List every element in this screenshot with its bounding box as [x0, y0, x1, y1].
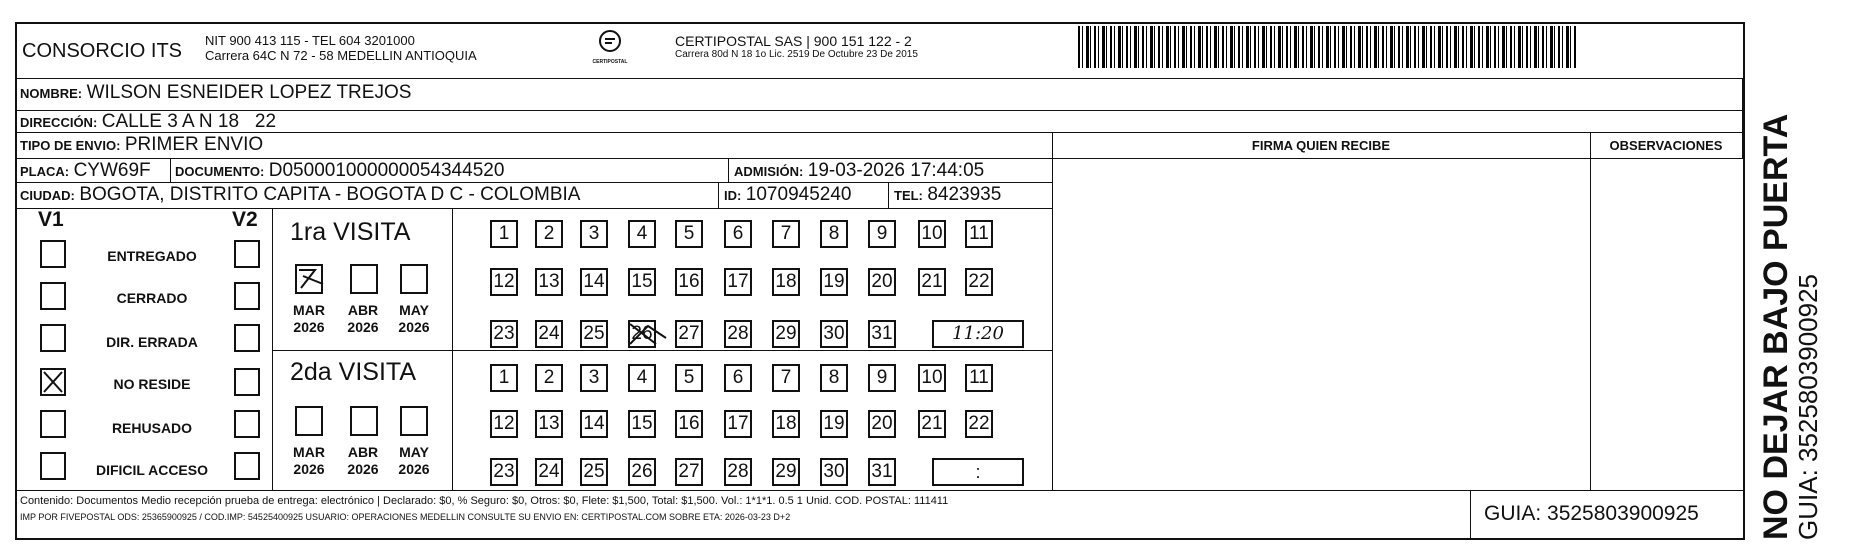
placa-value: CYW69F — [73, 160, 151, 181]
admision-row — [734, 160, 984, 182]
visit1-day-8[interactable]: 8 — [820, 220, 848, 248]
visit2-month-mar-box[interactable] — [295, 406, 323, 436]
documento-value: D050001000000054344520 — [268, 160, 505, 181]
placa-label: PLACA: — [20, 164, 70, 179]
side-warning: NO DEJAR BAJO PUERTA — [1757, 113, 1795, 540]
direccion-row — [20, 111, 276, 133]
documento-row — [175, 160, 504, 182]
company-address: Carrera 64C N 72 - 58 MEDELLIN ANTIOQUIA — [205, 48, 477, 63]
visit1-day-9[interactable]: 9 — [868, 220, 896, 248]
company-nit: NIT 900 413 115 - TEL 604 3201000 — [205, 33, 415, 48]
id-value: 1070945240 — [745, 184, 852, 205]
visit2-day-16[interactable]: 16 — [675, 410, 703, 438]
v1-entregado-checkbox[interactable] — [40, 240, 66, 268]
visit2-day-24[interactable]: 24 — [535, 458, 563, 486]
visit1-day-6[interactable]: 6 — [724, 220, 752, 248]
visit1-day-23[interactable]: 23 — [490, 320, 518, 348]
rule — [452, 208, 453, 490]
visit1-month-may-label: MAY 2026 — [398, 302, 430, 335]
ciudad-value: BOGOTA, DISTRITO CAPITA - BOGOTA D C - COLOMBIA — [79, 184, 581, 205]
visit2-day-28[interactable]: 28 — [724, 458, 752, 486]
visit1-month-mar-label: MAR 2026 — [293, 302, 325, 335]
v2-entregado-checkbox[interactable] — [234, 240, 260, 268]
visit2-day-27[interactable]: 27 — [675, 458, 703, 486]
visit1-day-4[interactable]: 4 — [628, 220, 656, 248]
direccion-value: CALLE 3 A N 18 22 — [101, 111, 277, 132]
visit1-day-20[interactable]: 20 — [868, 268, 896, 296]
visit1-day-31[interactable]: 31 — [868, 320, 896, 348]
visit1-day-2[interactable]: 2 — [535, 220, 563, 248]
footer-contenido: Contenido: Documentos Medio recepción prueba de entrega: electrónico | Declarado: $0, % Seguro: $0, Otros: $0, Flete: $1,500, Total: $1,500. Vol.: 1*1*1. 0.5 1 Unid. COD. POSTAL: 111411 — [20, 495, 949, 507]
v1-rehusado-checkbox[interactable] — [40, 410, 66, 438]
handwritten-mark-icon — [293, 262, 333, 292]
visit2-day-8[interactable]: 8 — [820, 364, 848, 392]
visit1-day-15[interactable]: 15 — [628, 268, 656, 296]
visit1-time-box[interactable] — [932, 320, 1024, 348]
visit1-day-16[interactable]: 16 — [675, 268, 703, 296]
company-name: CONSORCIO ITS — [22, 40, 183, 62]
visit1-day-11[interactable]: 11 — [965, 220, 993, 248]
v2-rehusado-checkbox[interactable] — [234, 410, 260, 438]
carrier-address: Carrera 80d N 18 1o Lic. 2519 De Octubre 23 De 2015 — [675, 49, 918, 60]
v2-header: V2 — [232, 208, 258, 231]
tipo-value: PRIMER ENVIO — [124, 134, 264, 155]
visit1-time-value: 11:20 — [952, 323, 1004, 344]
v2-cerrado-checkbox[interactable] — [234, 282, 260, 310]
admision-label: ADMISIÓN: — [734, 164, 804, 179]
visit2-title: 2da VISITA — [290, 358, 416, 386]
visit1-day-12[interactable]: 12 — [490, 268, 518, 296]
visit1-day-27[interactable]: 27 — [675, 320, 703, 348]
visit2-day-22[interactable]: 22 — [965, 410, 993, 438]
firma-label: FIRMA QUIEN RECIBE — [1251, 138, 1391, 153]
visit1-day-19[interactable]: 19 — [820, 268, 848, 296]
visit2-day-25[interactable]: 25 — [580, 458, 608, 486]
v2-dificil-acceso-checkbox[interactable] — [234, 452, 260, 480]
carrier-info — [675, 33, 918, 60]
visit2-month-may-box[interactable] — [400, 406, 428, 436]
visit1-day-17[interactable]: 17 — [724, 268, 752, 296]
ciudad-label: CIUDAD: — [20, 188, 75, 203]
v1-dir-errada-checkbox[interactable] — [40, 324, 66, 352]
admision-value: 19-03-2026 17:44:05 — [807, 160, 985, 181]
v1-no-reside-checkbox[interactable] — [40, 368, 66, 396]
visit1-title: 1ra VISITA — [290, 218, 411, 246]
certipostal-logo-icon — [597, 28, 623, 54]
visit1-day-7[interactable]: 7 — [772, 220, 800, 248]
rule — [1470, 490, 1471, 540]
rule — [1742, 78, 1743, 158]
rule — [1052, 132, 1053, 490]
visit2-day-11[interactable]: 11 — [965, 364, 993, 392]
option-entregado: ENTREGADO — [107, 248, 197, 264]
visit1-day-25[interactable]: 25 — [580, 320, 608, 348]
visit2-day-2[interactable]: 2 — [535, 364, 563, 392]
visit2-day-23[interactable]: 23 — [490, 458, 518, 486]
visit2-day-30[interactable]: 30 — [820, 458, 848, 486]
visit1-day-3[interactable]: 3 — [580, 220, 608, 248]
visit2-day-20[interactable]: 20 — [868, 410, 896, 438]
rule — [728, 158, 729, 182]
rule — [718, 182, 719, 208]
visit2-day-4[interactable]: 4 — [628, 364, 656, 392]
visit2-day-15[interactable]: 15 — [628, 410, 656, 438]
visit2-day-12[interactable]: 12 — [490, 410, 518, 438]
visit1-day-26[interactable] — [628, 320, 656, 348]
visit2-day-5[interactable]: 5 — [675, 364, 703, 392]
visit2-day-17[interactable]: 17 — [724, 410, 752, 438]
side-text — [1758, 110, 1822, 540]
placa-row — [20, 160, 151, 182]
visit2-day-7[interactable]: 7 — [772, 364, 800, 392]
visit2-month-mar-label: MAR 2026 — [293, 444, 325, 477]
rule — [15, 182, 1052, 183]
visit2-month-abr-box[interactable] — [350, 406, 378, 436]
visit2-day-3[interactable]: 3 — [580, 364, 608, 392]
side-guia: GUIA: 3525803900925 — [1793, 274, 1823, 540]
v2-no-reside-checkbox[interactable] — [234, 368, 260, 396]
visit2-day-19[interactable]: 19 — [820, 410, 848, 438]
id-row — [724, 184, 851, 206]
tipo-label: TIPO DE ENVIO: — [20, 138, 121, 153]
tel-label: TEL: — [894, 188, 923, 203]
visit2-day-13[interactable]: 13 — [535, 410, 563, 438]
visit1-month-abr-box[interactable] — [350, 264, 378, 294]
barcode — [1078, 26, 1578, 68]
visit2-day-31[interactable]: 31 — [868, 458, 896, 486]
v1-cerrado-checkbox[interactable] — [40, 282, 66, 310]
visit1-day-30[interactable]: 30 — [820, 320, 848, 348]
nombre-row — [20, 82, 411, 104]
option-no-reside: NO RESIDE — [113, 376, 191, 392]
visit1-day-5[interactable]: 5 — [675, 220, 703, 248]
tel-value: 8423935 — [927, 184, 1002, 205]
visit1-day-24[interactable]: 24 — [535, 320, 563, 348]
id-label: ID: — [724, 188, 742, 203]
option-dir-errada: DIR. ERRADA — [106, 334, 198, 350]
visit1-day-14[interactable]: 14 — [580, 268, 608, 296]
ciudad-row — [20, 184, 580, 206]
option-cerrado: CERRADO — [116, 290, 188, 306]
footer-imp: IMP POR FIVEPOSTAL ODS: 25365900925 / COD.IMP: 54525400925 USUARIO: OPERACIONES MEDELLIN CONSULTE SU ENVIO EN: CERTIPOSTAL.COM SOBRE ETA: 2026-03-23 D+2 — [20, 512, 791, 522]
visit2-month-abr-label: ABR 2026 — [347, 444, 379, 477]
company-info — [205, 33, 477, 63]
visit1-day-10[interactable]: 10 — [918, 220, 946, 248]
rule — [888, 182, 889, 208]
visit2-time-box[interactable]: : — [932, 458, 1024, 486]
carrier-logo — [590, 28, 630, 65]
visit2-day-21[interactable]: 21 — [918, 410, 946, 438]
footer-guia: GUIA: 3525803900925 — [1484, 502, 1699, 525]
visit1-month-mar-box[interactable] — [295, 264, 323, 294]
rule — [15, 208, 1052, 209]
day-number: 26 — [631, 323, 653, 344]
visit2-day-6[interactable]: 6 — [724, 364, 752, 392]
observaciones-label: OBSERVACIONES — [1609, 138, 1723, 153]
rule — [15, 158, 1745, 159]
rule — [1590, 132, 1591, 490]
visit1-day-28[interactable]: 28 — [724, 320, 752, 348]
documento-label: DOCUMENTO: — [175, 164, 265, 179]
visit2-month-may-label: MAY 2026 — [398, 444, 430, 477]
v1-header: V1 — [38, 208, 64, 231]
carrier-name: CERTIPOSTAL SAS | 900 151 122 - 2 — [675, 33, 912, 49]
rule — [272, 350, 1052, 351]
v2-dir-errada-checkbox[interactable] — [234, 324, 260, 352]
visit1-day-21[interactable]: 21 — [918, 268, 946, 296]
visit2-day-9[interactable]: 9 — [868, 364, 896, 392]
visit2-day-18[interactable]: 18 — [772, 410, 800, 438]
rule — [272, 208, 273, 490]
nombre-label: NOMBRE: — [20, 86, 83, 101]
nombre-value: WILSON ESNEIDER LOPEZ TREJOS — [86, 82, 412, 103]
visit2-day-26[interactable]: 26 — [628, 458, 656, 486]
rule — [15, 490, 1745, 491]
visit2-day-1[interactable]: 1 — [490, 364, 518, 392]
rule — [170, 158, 171, 182]
visit2-day-29[interactable]: 29 — [772, 458, 800, 486]
rule — [15, 78, 1745, 79]
visit2-day-10[interactable]: 10 — [918, 364, 946, 392]
visit1-day-1[interactable]: 1 — [490, 220, 518, 248]
option-rehusado: REHUSADO — [111, 420, 193, 436]
logo-text: CERTIPOSTAL — [592, 59, 628, 65]
x-mark-icon — [42, 370, 64, 394]
visit1-day-18[interactable]: 18 — [772, 268, 800, 296]
v1-dificil-acceso-checkbox[interactable] — [40, 452, 66, 480]
visit1-day-29[interactable]: 29 — [772, 320, 800, 348]
visit1-day-13[interactable]: 13 — [535, 268, 563, 296]
visit1-month-abr-label: ABR 2026 — [347, 302, 379, 335]
option-dificil-acceso: DIFICIL ACCESO — [95, 462, 208, 478]
visit1-day-22[interactable]: 22 — [965, 268, 993, 296]
tipo-row — [20, 134, 263, 156]
visit2-day-14[interactable]: 14 — [580, 410, 608, 438]
tel-row — [894, 184, 1001, 206]
direccion-label: DIRECCIÓN: — [20, 115, 98, 130]
visit1-month-may-box[interactable] — [400, 264, 428, 294]
